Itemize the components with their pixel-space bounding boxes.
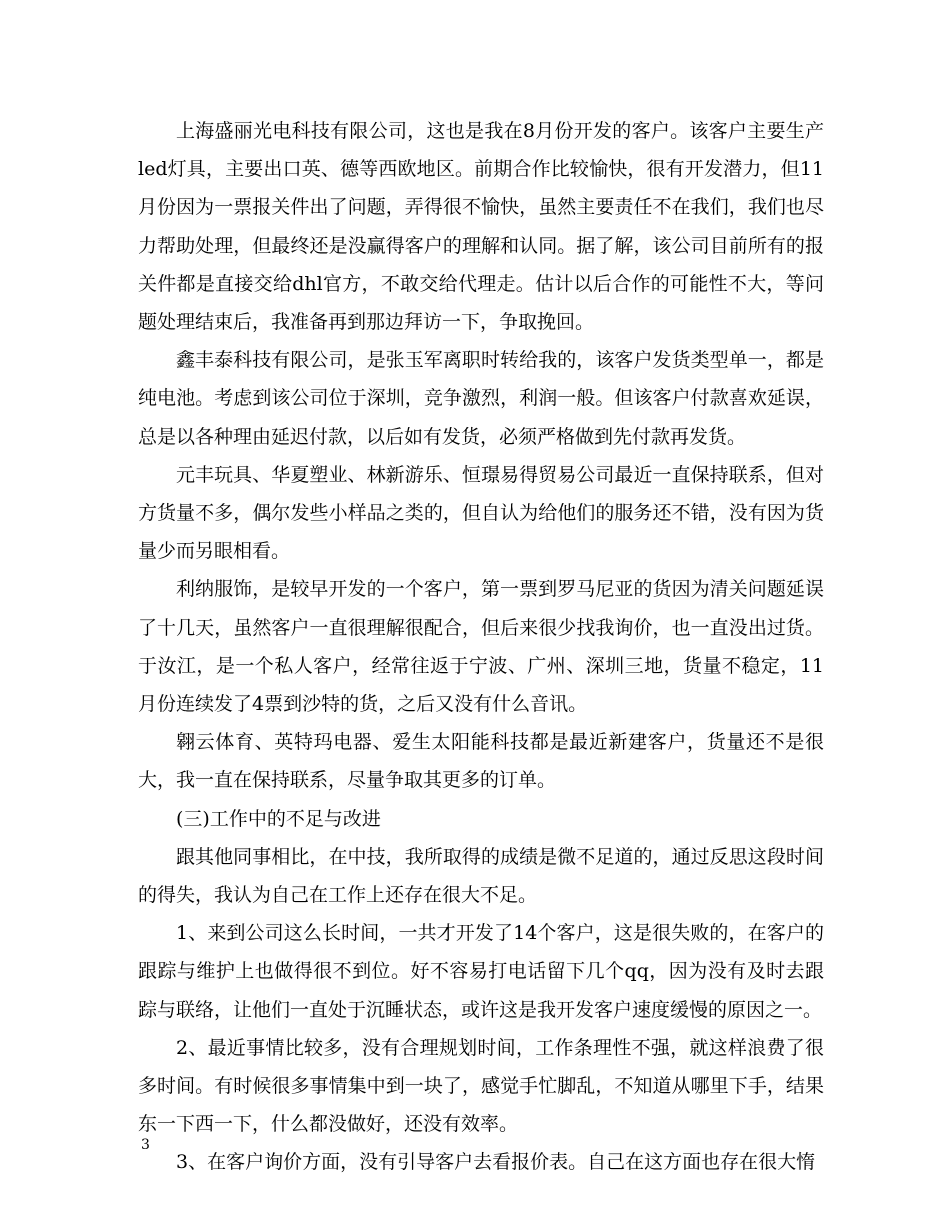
paragraph-point-2: 2、最近事情比较多，没有合理规划时间，工作条理性不强，就这样浪费了很多时间。有时候很多事情集中到一块了，感觉手忙脚乱，不知道从哪里下手，结果东一下西一下，什么都没做好，还没有效率。 — [138, 1036, 824, 1136]
paragraph-point-3: 3、在客户询价方面，没有引导客户去看报价表。自己在这方面也存在很大惰 — [176, 1151, 816, 1174]
paragraph-shengli-client: 上海盛丽光电科技有限公司，这也是我在8月份开发的客户。该客户主要生产led灯具，主要出口英、德等西欧地区。前期合作比较愉快，很有开发潜力，但11月份因为一票报关件出了问题，弄得很不愉快，虽然主要责任不在我们，我们也尽力帮助处理，但最终还是没赢得客户的理解和认同。据了解，该公司目前所有的报关件都是直接交给dhl官方，不敢交给代理走。估计以后合作的可能性不大，等问题处理结束后，我准备再到那边拜访一下，争取挽回。 — [138, 120, 824, 334]
section-heading-shortcomings: (三)工作中的不足与改进 — [176, 807, 381, 830]
document-body — [138, 112, 824, 1182]
paragraph-new-clients: 翱云体育、英特玛电器、爱生太阳能科技都是最近新建客户，货量还不是很大，我一直在保持联系，尽量争取其更多的订单。 — [138, 731, 824, 792]
page-number: 3 — [141, 1137, 150, 1153]
paragraph-xinfengtai-client: 鑫丰泰科技有限公司，是张玉军离职时转给我的，该客户发货类型单一，都是纯电池。考虑到该公司位于深圳，竞争激烈，利润一般。但该客户付款喜欢延误，总是以各种理由延迟付款，以后如有发货，必须严格做到先付款再发货。 — [138, 349, 824, 448]
paragraph-point-1: 1、来到公司这么长时间，一共才开发了14个客户，这是很失败的，在客户的跟踪与维护上也做得很不到位。好不容易打电话留下几个qq，因为没有及时去跟踪与联络，让他们一直处于沉睡状态，或许这是我开发客户速度缓慢的原因之一。 — [138, 922, 824, 1021]
paragraph-reflection: 跟其他同事相比，在中技，我所取得的成绩是微不足道的，通过反思这段时间的得失，我认为自己在工作上还存在很大不足。 — [138, 845, 824, 907]
paragraph-lina-client: 利纳服饰，是较早开发的一个客户，第一票到罗马尼亚的货因为清关问题延误了十几天，虽然客户一直很理解很配合，但后来很少找我询价，也一直没出过货。于汝江，是一个私人客户，经常往返于宁波、广州、深圳三地，货量不稳定，11月份连续发了4票到沙特的货，之后又没有什么音讯。 — [138, 578, 824, 716]
paragraph-small-clients: 元丰玩具、华夏塑业、林新游乐、恒璟易得贸易公司最近一直保持联系，但对方货量不多，偶尔发些小样品之类的，但自认为给他们的服务还不错，没有因为货量少而另眼相看。 — [138, 463, 824, 563]
